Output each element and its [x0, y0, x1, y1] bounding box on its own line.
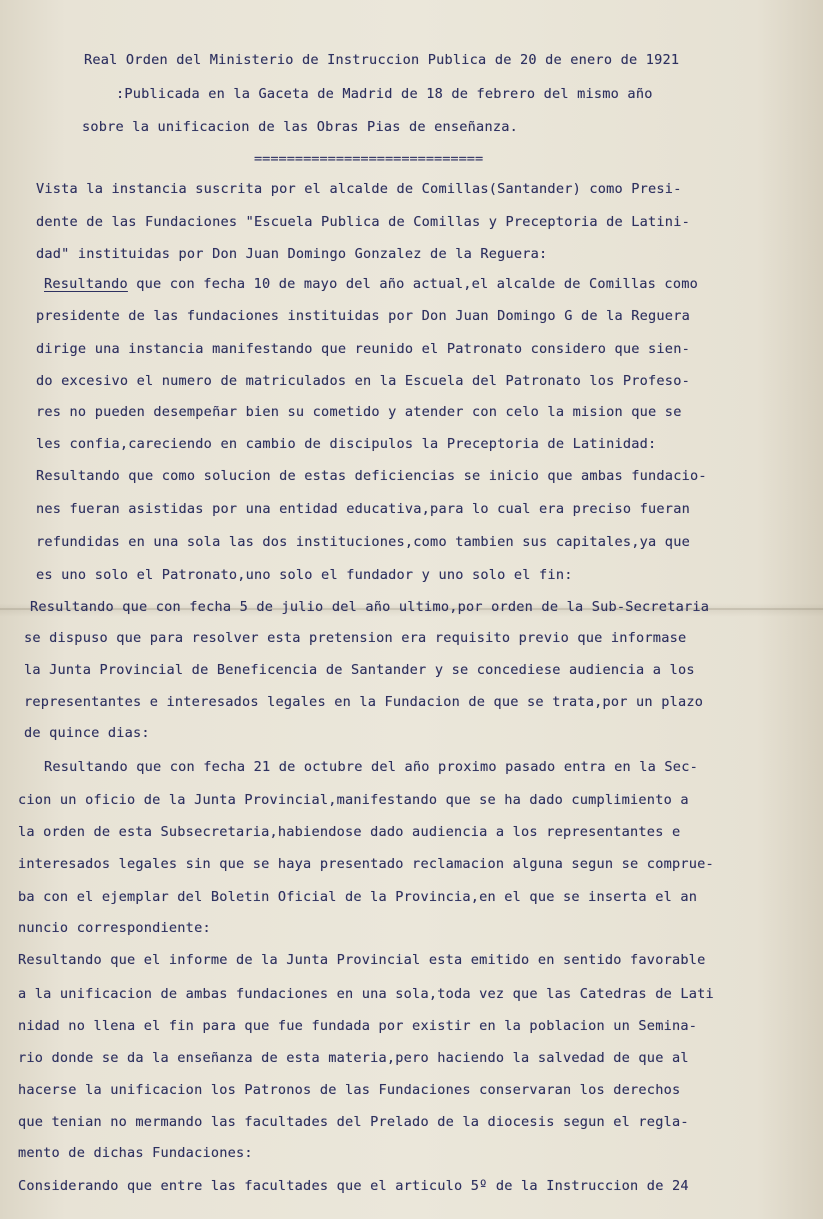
body-line: la Junta Provincial de Beneficencia de Santander y se concediese audiencia a los [24, 662, 695, 678]
body-line: que tenian no mermando las facultades del Prelado de la diocesis segun el regla- [18, 1114, 689, 1130]
body-line: res no pueden desempeñar bien su cometido y atender con celo la mision que se [36, 404, 682, 420]
body-line: dente de las Fundaciones "Escuela Publica de Comillas y Preceptoria de Latini- [36, 214, 690, 230]
body-line: Vista la instancia suscrita por el alcalde de Comillas(Santander) como Presi- [36, 181, 682, 197]
body-line: nidad no llena el fin para que fue fundada por existir en la poblacion un Semina- [18, 1018, 698, 1034]
body-line: refundidas en una sola las dos instituciones,como tambien sus capitales,ya que [36, 534, 690, 550]
resultando-underlined: Resultando [44, 276, 128, 292]
body-line: nes fueran asistidas por una entidad educativa,para lo cual era preciso fueran [36, 501, 690, 517]
header-line-2: :Publicada en la Gaceta de Madrid de 18 de febrero del mismo año [116, 86, 653, 102]
body-line: representantes e interesados legales en la Fundacion de que se trata,por un plazo [24, 694, 704, 710]
body-line-resultando [44, 276, 698, 292]
body-line: mento de dichas Fundaciones: [18, 1145, 253, 1161]
body-line: Resultando que el informe de la Junta Provincial esta emitido en sentido favorable [18, 952, 706, 968]
body-line-rest: que con fecha 10 de mayo del año actual,el alcalde de Comillas como [136, 276, 698, 292]
body-line: se dispuso que para resolver esta pretension era requisito previo que informase [24, 630, 687, 646]
separator-line: ============================ [254, 151, 484, 167]
body-line: a la unificacion de ambas fundaciones en una sola,toda vez que las Catedras de Lati [18, 986, 714, 1002]
body-line: Resultando que como solucion de estas deficiencias se inicio que ambas fundacio- [36, 468, 707, 484]
header-line-1: Real Orden del Ministerio de Instruccion Publica de 20 de enero de 1921 [84, 52, 680, 68]
header-line-3: sobre la unificacion de las Obras Pias de enseñanza. [82, 119, 518, 135]
body-line: dad" instituidas por Don Juan Domingo Gonzalez de la Reguera: [36, 246, 548, 262]
body-line: do excesivo el numero de matriculados en la Escuela del Patronato los Profeso- [36, 373, 690, 389]
body-line: Considerando que entre las facultades que el articulo 5º de la Instruccion de 24 [18, 1178, 689, 1194]
body-line: Resultando que con fecha 5 de julio del año ultimo,por orden de la Sub-Secretaria [30, 599, 710, 615]
body-line: rio donde se da la enseñanza de esta materia,pero haciendo la salvedad de que al [18, 1050, 689, 1066]
body-line: de quince dias: [24, 725, 150, 741]
body-line: interesados legales sin que se haya presentado reclamacion alguna segun se comprue- [18, 856, 714, 872]
body-line: les confia,careciendo en cambio de discipulos la Preceptoria de Latinidad: [36, 436, 657, 452]
body-line: presidente de las fundaciones instituidas por Don Juan Domingo G de la Reguera [36, 308, 690, 324]
body-line: nuncio correspondiente: [18, 920, 211, 936]
body-line: ba con el ejemplar del Boletin Oficial de la Provincia,en el que se inserta el an [18, 889, 698, 905]
body-line: hacerse la unificacion los Patronos de las Fundaciones conservaran los derechos [18, 1082, 681, 1098]
body-line: Resultando que con fecha 21 de octubre del año proximo pasado entra en la Sec- [44, 759, 698, 775]
body-line: dirige una instancia manifestando que reunido el Patronato considero que sien- [36, 341, 690, 357]
body-line: cion un oficio de la Junta Provincial,manifestando que se ha dado cumplimiento a [18, 792, 689, 808]
body-line: es uno solo el Patronato,uno solo el fundador y uno solo el fin: [36, 567, 573, 583]
body-line: la orden de esta Subsecretaria,habiendose dado audiencia a los representantes e [18, 824, 681, 840]
